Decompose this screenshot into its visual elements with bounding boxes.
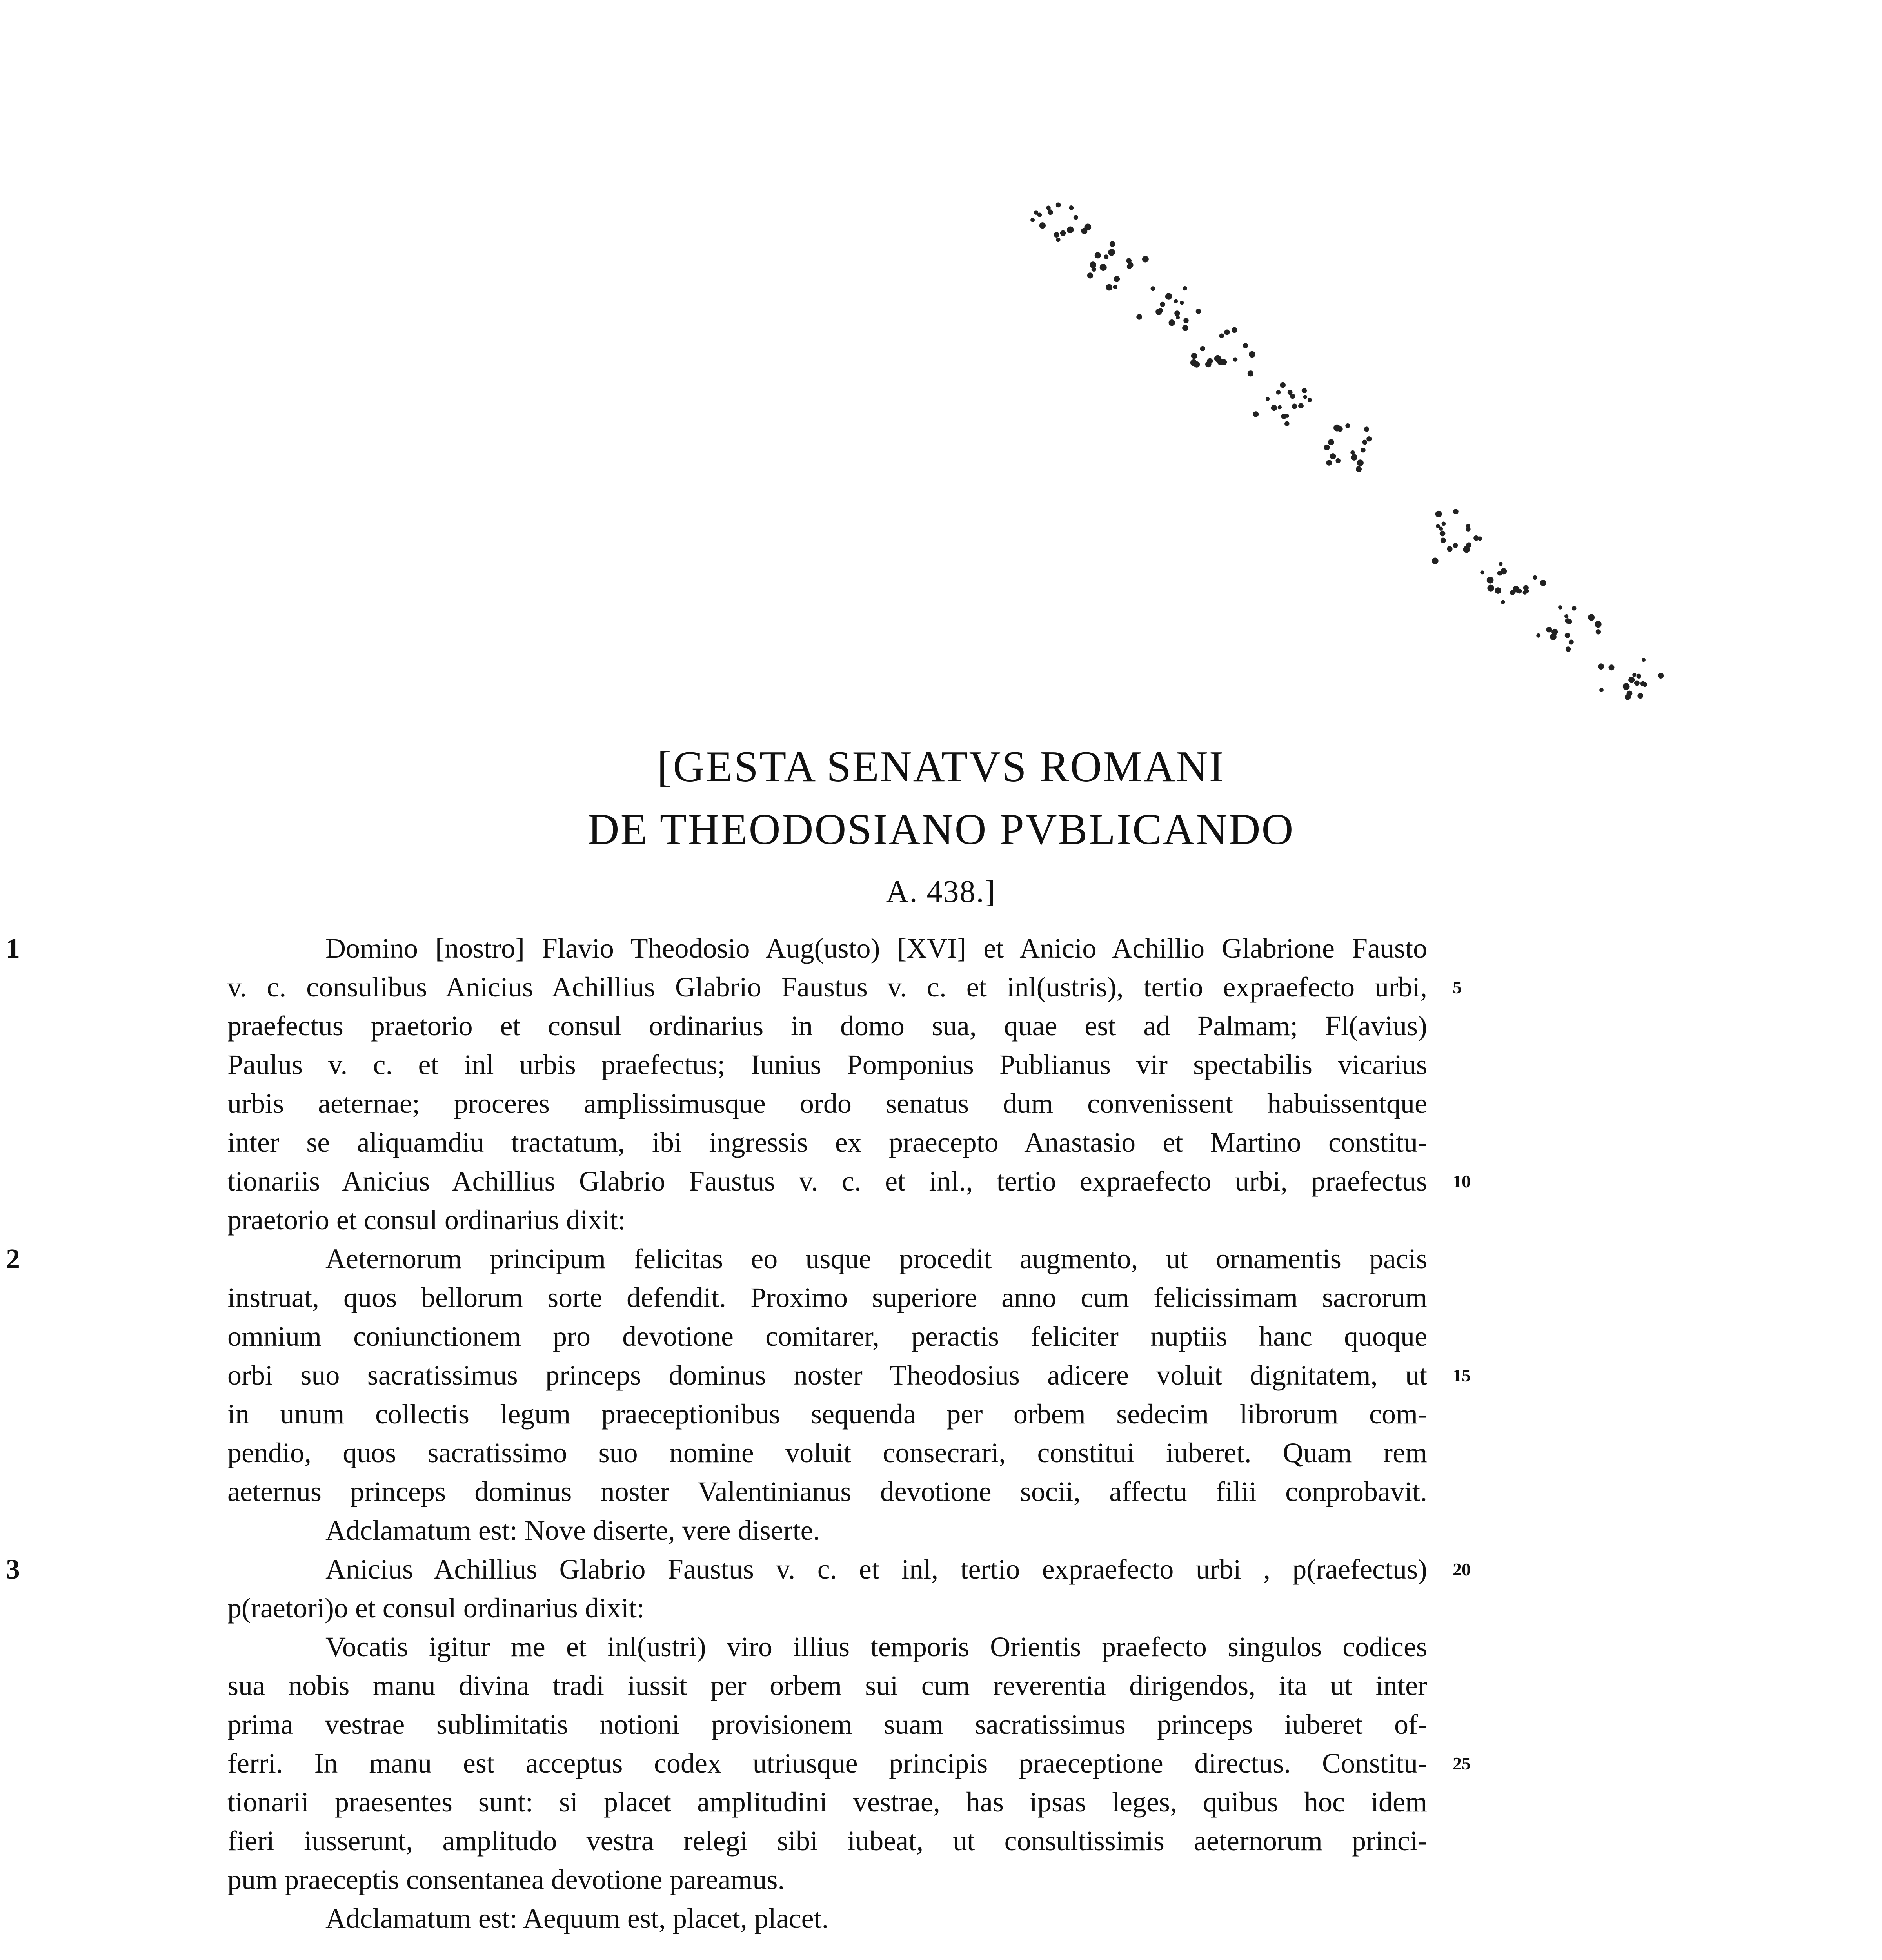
text-line [227, 968, 1462, 1007]
text-line [6, 1240, 1427, 1278]
text-line [227, 1744, 1471, 1783]
text-line-content: p(raetori)o et consul ordinarius dixit: [227, 1592, 645, 1624]
text-line-content: praetorio et consul ordinarius dixit: [227, 1204, 626, 1236]
text-line-content: orbi suo sacratissimus princeps dominus noster Theodosius adicere voluit dignitatem, ut [227, 1359, 1427, 1391]
line-number: 5 [1453, 977, 1462, 997]
text-line-content: v. c. consulibus Anicius Achillius Glabrio Faustus v. c. et inl(ustris), tertio expraefecto urbi, [227, 971, 1427, 1003]
title-year: A. 438.] [886, 875, 996, 909]
line-number: 15 [1453, 1365, 1471, 1385]
text-line [227, 1123, 1427, 1162]
text-line-content: Paulus v. c. et inl urbis praefectus; Iunius Pomponius Publianus vir spectabilis vicarius [227, 1049, 1427, 1080]
library-perforation-stamp [1004, 172, 1670, 721]
text-line [227, 1472, 1427, 1511]
text-line [227, 1783, 1427, 1822]
text-line-content: fieri iusserunt, amplitudo vestra relegi sibi iubeat, ut consultissimis aeternorum princi- [227, 1825, 1427, 1857]
text-line-content: omnium coniunctionem pro devotione comitarer, peractis feliciter nuptiis hanc quoque [227, 1321, 1427, 1352]
text-line [6, 1550, 1471, 1589]
text-line [227, 1705, 1427, 1744]
line-number: 25 [1453, 1753, 1471, 1773]
line-number: 10 [1453, 1171, 1471, 1191]
text-line [227, 1589, 1427, 1628]
text-line-content: inter se aliquamdiu tractatum, ibi ingressis ex praecepto Anastasio et Martino constitu- [227, 1127, 1427, 1158]
title-line-2: DE THEODOSIANO PVBLICANDO [587, 805, 1295, 854]
text-line-content: urbis aeternae; proceres amplissimusque ordo senatus dum convenissent habuissentque [227, 1088, 1427, 1119]
text-line [227, 1666, 1427, 1705]
text-line-content: tionarii praesentes sunt: si placet amplitudini vestrae, has ipsas leges, quibus hoc idem [227, 1786, 1427, 1818]
text-line-content: pum praeceptis consentanea devotione pareamus. [227, 1864, 785, 1895]
text-line-content: ferri. In manu est acceptus codex utriusque principis praeceptione directus. Constitu- [227, 1748, 1427, 1779]
text-line-content: Aeternorum principum felicitas eo usque procedit augmento, ut ornamentis pacis [325, 1243, 1427, 1274]
text-line [227, 1317, 1427, 1356]
text-line-content: pendio, quos sacratissimo suo nomine voluit consecrari, constitui iuberet. Quam rem [227, 1437, 1427, 1468]
text-line-content: praefectus praetorio et consul ordinarius in domo sua, quae est ad Palmam; Fl(avius) [227, 1010, 1427, 1042]
text-line [227, 1511, 1427, 1550]
text-line-content: Adclamatum est: Nove diserte, vere diserte. [325, 1515, 820, 1546]
text-line-content: in unum collectis legum praeceptionibus sequenda per orbem sedecim librorum com- [227, 1398, 1427, 1430]
text-line-content: Anicius Achillius Glabrio Faustus v. c. et inl, tertio expraefecto urbi , p(raefectus) [325, 1553, 1427, 1585]
text-line-content: prima vestrae sublimitatis notioni provisionem suam sacratissimus princeps iuberet of- [227, 1709, 1427, 1740]
text-line [227, 1201, 1427, 1240]
line-number: 20 [1453, 1559, 1471, 1579]
text-line-content: Domino [nostro] Flavio Theodosio Aug(usto) [XVI] et Anicio Achillio Glabrione Fausto [325, 933, 1427, 964]
text-line-content: sua nobis manu divina tradi iussit per orbem sui cum reverentia dirigendos, ita ut inter [227, 1670, 1427, 1701]
text-line [227, 1007, 1427, 1045]
section-number: 2 [6, 1243, 20, 1274]
text-line [227, 1822, 1427, 1860]
text-line [227, 1434, 1427, 1472]
text-line [227, 1860, 1427, 1899]
text-line-content: Adclamatum est: Aequum est, placet, placet. [325, 1903, 829, 1934]
text-line [227, 1084, 1427, 1123]
main-text [6, 929, 1471, 1938]
text-line-content: Vocatis igitur me et inl(ustri) viro illius temporis Orientis praefecto singulos codices [325, 1631, 1427, 1662]
text-line-content: aeternus princeps dominus noster Valentinianus devotione socii, affectu filii conprobavit. [227, 1476, 1427, 1507]
text-line [227, 1278, 1427, 1317]
text-line [227, 1628, 1427, 1666]
text-line-content: instruat, quos bellorum sorte defendit. Proximo superiore anno cum felicissimam sacrorum [227, 1282, 1427, 1313]
section-number: 1 [6, 933, 20, 964]
text-line-content: tionariis Anicius Achillius Glabrio Faustus v. c. et inl., tertio expraefecto urbi, praefectus [227, 1165, 1427, 1197]
text-line [6, 929, 1427, 968]
title-line-1: [GESTA SENATVS ROMANI [657, 742, 1225, 791]
text-line [227, 1045, 1427, 1084]
section-number: 3 [6, 1553, 20, 1585]
text-line [227, 1162, 1471, 1201]
text-line [227, 1395, 1427, 1434]
text-line [227, 1356, 1471, 1395]
text-line [227, 1899, 1427, 1938]
